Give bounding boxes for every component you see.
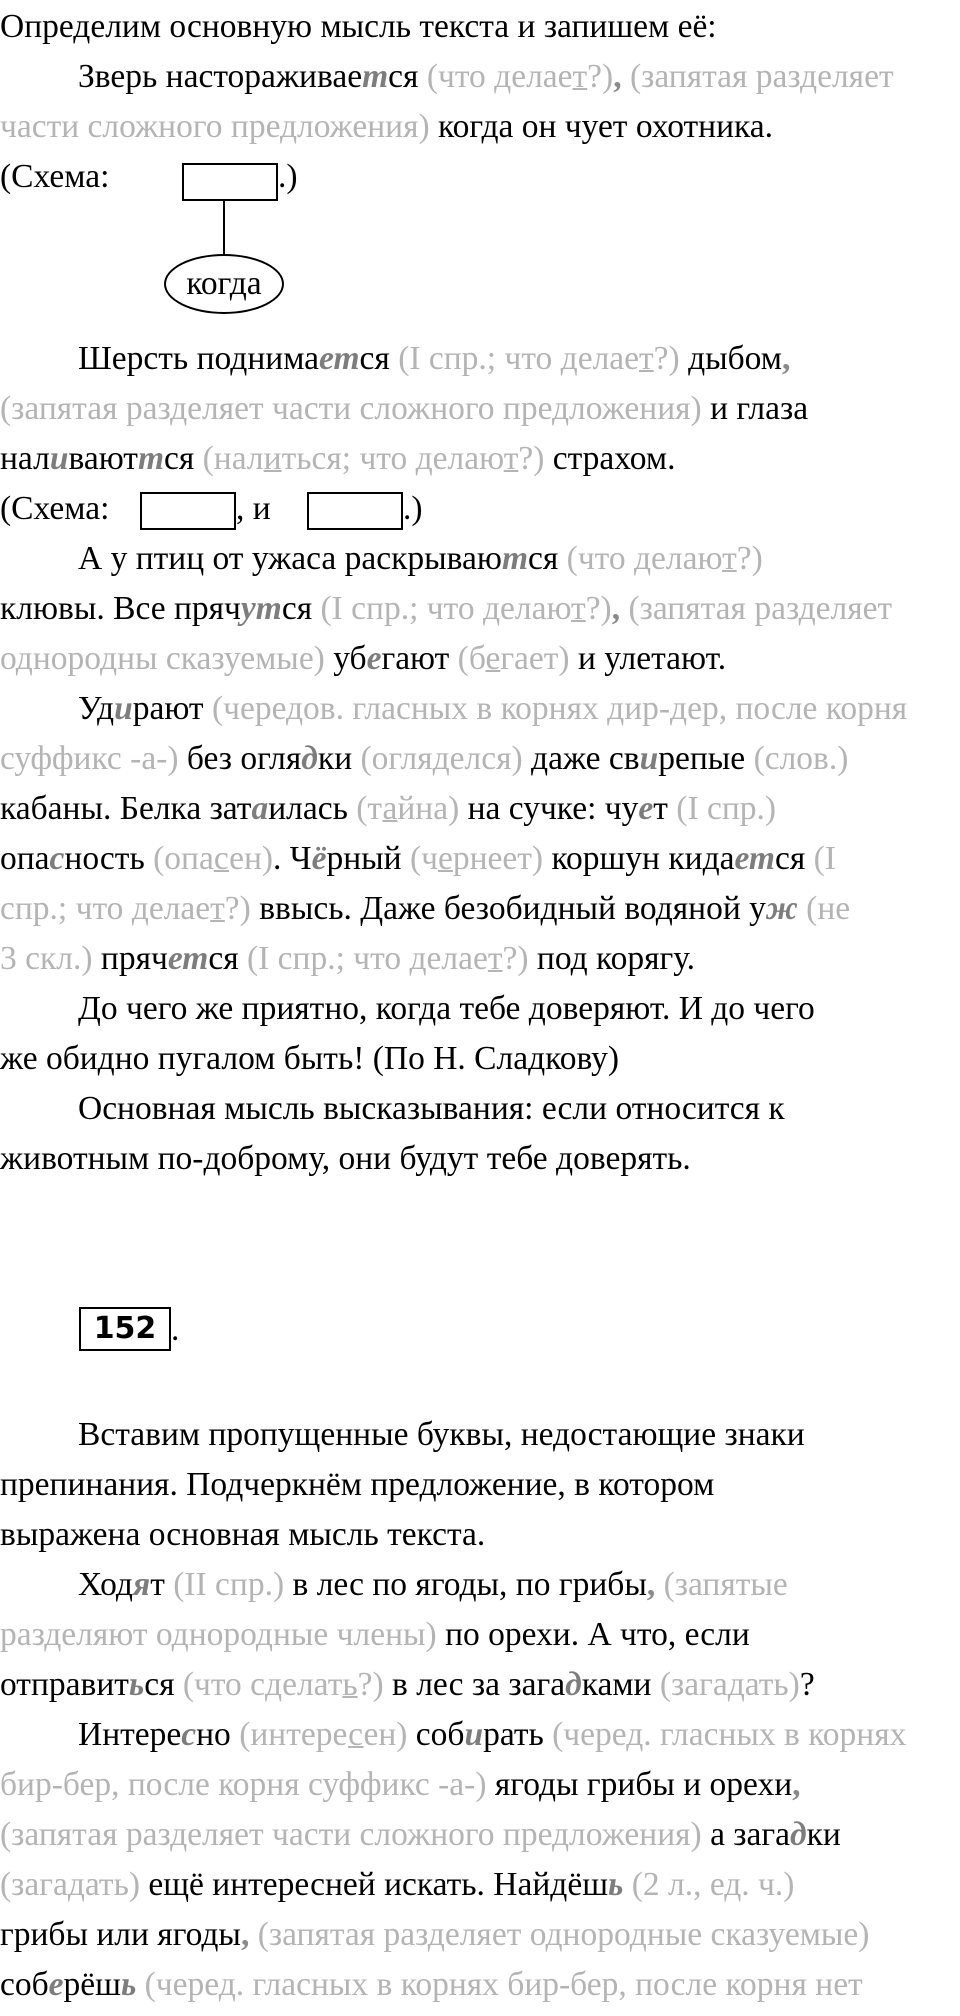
exercise-number: 152 — [93, 1311, 157, 1346]
word: соб — [0, 1966, 49, 2003]
word: и улетают. — [569, 640, 727, 677]
word: гают — [381, 640, 450, 677]
word: ся — [774, 840, 806, 877]
inserted-comma: , — [240, 1916, 250, 1953]
word: рёш — [63, 1966, 121, 2003]
note-underlined: д — [67, 1866, 85, 1903]
note: (т — [347, 790, 383, 827]
word: ность — [64, 840, 145, 877]
note: (черед. гласных в корнях — [543, 1716, 907, 1753]
schema-label: (Схема: — [0, 158, 110, 195]
word: ввысь. Даже безобидный водяной у — [250, 890, 766, 927]
inserted-letter: ь — [608, 1866, 624, 1903]
note-underlined: д — [727, 1666, 745, 1703]
word: т — [653, 790, 668, 827]
note-underlined: т — [572, 58, 588, 95]
inserted-comma: , — [782, 340, 791, 377]
note: ?) — [653, 340, 680, 377]
note: (запятые — [655, 1566, 788, 1603]
word: ? — [799, 1666, 815, 1703]
word: ся — [281, 590, 313, 627]
inserted-comma: , — [613, 58, 622, 95]
word: Уд — [78, 690, 115, 727]
inserted-comma: , — [646, 1566, 656, 1603]
schema-label: .) — [403, 490, 423, 527]
text-line — [78, 984, 815, 1034]
task-text: препинания. Подчеркнём предложение, в котором — [0, 1466, 715, 1503]
note: (запятая разделяет однородные сказуемые) — [249, 1916, 870, 1953]
word: вают — [68, 440, 138, 477]
word: ки — [806, 1816, 841, 1853]
intro-text: Определим основную мысль текста и запишем её: — [0, 8, 717, 45]
text-line — [0, 384, 808, 434]
note: ться; что делаю — [281, 440, 504, 477]
word: пряч — [92, 940, 168, 977]
text-line — [0, 1460, 714, 1510]
note: ?) — [736, 540, 763, 577]
note-underlined: с — [213, 840, 230, 877]
main-idea: животным по-доброму, они будут тебе доверять. — [0, 1140, 691, 1177]
word: репые — [658, 740, 746, 777]
note: однородны сказуемые) — [0, 640, 325, 677]
inserted-comma: , — [611, 590, 621, 627]
schema-open — [0, 152, 109, 202]
note: ать) — [744, 1666, 800, 1703]
word: уб — [324, 640, 367, 677]
note-underlined: е — [437, 840, 453, 877]
word: даже св — [522, 740, 640, 777]
note-underlined: т — [210, 890, 225, 927]
word: Шерсть поднима — [78, 340, 320, 377]
text-line — [78, 684, 907, 734]
dot: . — [171, 1311, 180, 1348]
inserted-letter: д — [790, 1816, 807, 1853]
word: коршун кида — [543, 840, 735, 877]
schema-close — [278, 152, 298, 202]
note: (черед. гласных в корнях бир-бер, после корня нет — [136, 1966, 863, 2003]
note: (запятая разделяет части сложного предложения) — [0, 1816, 702, 1853]
note: (запятая разделяет части сложного предложения) — [0, 390, 702, 427]
inserted-letter: ь — [120, 1966, 137, 2003]
note-underlined: т — [503, 440, 519, 477]
word: ся — [528, 540, 559, 577]
word: рный — [326, 840, 402, 877]
inserted-letter: и — [49, 440, 69, 477]
schema-conjunction: когда — [186, 265, 262, 302]
word: клювы. Все пряч — [0, 590, 241, 627]
note: (огля — [352, 740, 433, 777]
word: А у птиц от ужаса раскрываю — [78, 540, 502, 577]
word: опа — [0, 840, 50, 877]
word: отправит — [0, 1666, 129, 1703]
note: части сложного предложения) — [0, 108, 430, 145]
word: ещё интересней искать. Найдёш — [140, 1866, 609, 1903]
word: на сучке: чу — [459, 790, 639, 827]
inserted-letter: т — [362, 58, 389, 95]
text-line — [78, 52, 894, 102]
inserted-letter: я — [132, 1566, 151, 1603]
note: (I спр.; что делаю — [312, 590, 572, 627]
word: рают — [132, 690, 204, 727]
inserted-letter: а — [251, 790, 269, 827]
note: суффикс -а-) — [0, 740, 179, 777]
inserted-letter: т — [501, 540, 529, 577]
word: ся — [164, 440, 195, 477]
word: илась — [268, 790, 348, 827]
word: ся — [208, 940, 239, 977]
note-underlined: и — [263, 440, 282, 477]
text-line — [0, 1134, 691, 1184]
word: а зага — [701, 1816, 791, 1853]
word: ки — [317, 740, 353, 777]
word: Зверь настораживае — [78, 58, 363, 95]
note: (II спр.) — [164, 1566, 285, 1603]
text-line — [0, 584, 892, 634]
sentence: же обидно пугалом быть! (По Н. Сладкову) — [0, 1040, 620, 1077]
note: (I спр.) — [667, 790, 777, 827]
schema-label: , и — [236, 490, 271, 527]
text-line — [0, 434, 675, 484]
sentence: До чего же приятно, когда тебе доверяют. И до чего — [78, 990, 815, 1027]
note: (запятая разделяет — [620, 590, 893, 627]
note: ?) — [585, 590, 612, 627]
note-underlined: т — [487, 940, 503, 977]
note: ?) — [357, 1666, 384, 1703]
text-line — [0, 1610, 750, 1660]
note: елся) — [449, 740, 523, 777]
word: страхом. — [544, 440, 676, 477]
word: ся — [359, 340, 390, 377]
inserted-letter: ет — [734, 840, 775, 877]
note: (ч — [401, 840, 438, 877]
inserted-letter: е — [48, 1966, 64, 2003]
inserted-letter: ё — [311, 840, 327, 877]
note: гает) — [500, 640, 570, 677]
text-line — [0, 1510, 485, 1560]
note: спр.; что делае — [0, 890, 211, 927]
word: ками — [581, 1666, 652, 1703]
word: в лес за зага — [383, 1666, 566, 1703]
note: (2 л., ед. ч.) — [623, 1866, 795, 1903]
note: разделяют однородные члены) — [0, 1616, 437, 1653]
word: но — [196, 1716, 231, 1753]
text-line — [0, 1910, 869, 1960]
note: ?) — [502, 940, 529, 977]
inserted-letter: т — [137, 440, 164, 477]
text-line — [0, 634, 726, 684]
inserted-letter: с — [181, 1716, 197, 1753]
word: без огля — [178, 740, 302, 777]
text-line — [78, 1410, 805, 1460]
schema-clause-box — [140, 492, 236, 530]
exercise-number-dot — [171, 1310, 179, 1350]
inserted-comma: , — [792, 1766, 801, 1803]
inserted-letter: с — [49, 840, 65, 877]
note: ен) — [229, 840, 274, 877]
note-underlined: т — [639, 340, 654, 377]
note-underlined: е — [485, 640, 501, 677]
inserted-letter: ет — [319, 340, 360, 377]
inserted-letter: и — [464, 1716, 484, 1753]
note: ?) — [587, 58, 614, 95]
note: (не — [797, 890, 851, 927]
note: (что делаю — [558, 540, 723, 577]
word: грибы или ягоды — [0, 1916, 241, 1953]
note: 3 скл.) — [0, 940, 93, 977]
note: (I спр.; что делае — [389, 340, 640, 377]
note-underlined: т — [722, 540, 737, 577]
exercise-number-box — [79, 1307, 171, 1351]
word: . Ч — [273, 840, 312, 877]
note: (чередов. гласных в корнях дир-дер, после корня — [203, 690, 908, 727]
inserted-letter: и — [114, 690, 133, 727]
note: (зага — [651, 1666, 728, 1703]
inserted-letter: ж — [765, 890, 798, 927]
note-underlined: т — [571, 590, 586, 627]
note: (интере — [230, 1716, 349, 1753]
text-line — [0, 102, 773, 152]
text-line — [0, 934, 695, 984]
note: (что делае — [418, 58, 573, 95]
schema-clause-box — [307, 492, 403, 530]
word: ся — [144, 1666, 175, 1703]
schema-label: .) — [278, 158, 298, 195]
note-underlined: ь — [342, 1666, 358, 1703]
text-line — [0, 1810, 841, 1860]
text-line — [0, 884, 850, 934]
word: соб — [407, 1716, 465, 1753]
main-idea: Основная мысль высказывания: если относится к — [78, 1090, 785, 1127]
word: под корягу. — [528, 940, 696, 977]
task-text: выражена основная мысль текста. — [0, 1516, 486, 1553]
inserted-letter: е — [638, 790, 654, 827]
word: по орехи. А что, если — [436, 1616, 750, 1653]
inserted-letter: ут — [240, 590, 282, 627]
intro-line — [0, 2, 717, 52]
word: когда он чует охотника. — [429, 108, 774, 145]
schema-open — [0, 484, 109, 534]
word: кабаны. Белка зат — [0, 790, 252, 827]
schema-label: (Схема: — [0, 490, 110, 527]
note: бир-бер, после корня суффикс -а-) — [0, 1766, 487, 1803]
text-line — [0, 1760, 801, 1810]
schema-mid — [236, 484, 271, 534]
inserted-letter: ет — [167, 940, 209, 977]
text-line — [78, 334, 790, 384]
text-line — [0, 784, 776, 834]
text-line — [0, 1660, 815, 1710]
text-line — [78, 534, 763, 584]
word: и глаза — [701, 390, 809, 427]
word: дыбом — [679, 340, 782, 377]
note: ?) — [518, 440, 545, 477]
inserted-letter: и — [639, 740, 659, 777]
inserted-letter: д — [565, 1666, 582, 1703]
note-underlined: д — [432, 740, 450, 777]
inserted-letter: д — [301, 740, 318, 777]
note: (б — [449, 640, 486, 677]
word: нал — [0, 440, 50, 477]
note: (запятая разделяет — [621, 58, 894, 95]
note: (I спр.; что делае — [238, 940, 488, 977]
word: Интере — [78, 1716, 182, 1753]
task-text: Вставим пропущенные буквы, недостающие знаки — [78, 1416, 805, 1453]
text-line — [0, 1034, 619, 1084]
text-line — [0, 734, 848, 784]
text-line — [78, 1084, 785, 1134]
text-line — [0, 1860, 794, 1910]
note: (слов.) — [745, 740, 849, 777]
schema-connector-line — [223, 201, 225, 255]
word: ягоды грибы и орехи — [486, 1766, 793, 1803]
note: (зага — [0, 1866, 68, 1903]
schema-conjunction-oval — [164, 254, 284, 314]
word: ся — [388, 58, 419, 95]
note-underlined: а — [382, 790, 398, 827]
inserted-letter: ь — [128, 1666, 145, 1703]
note-underlined: с — [348, 1716, 364, 1753]
word: т — [150, 1566, 165, 1603]
word: в лес по ягоды, по грибы — [284, 1566, 647, 1603]
schema-clause-box — [182, 163, 278, 201]
note: йна) — [397, 790, 460, 827]
text-line — [78, 1560, 788, 1610]
note: рнеет) — [452, 840, 544, 877]
word: рать — [483, 1716, 544, 1753]
note: (что сделат — [174, 1666, 343, 1703]
note: ен) — [363, 1716, 408, 1753]
note: (опа — [144, 840, 214, 877]
note: ать) — [84, 1866, 140, 1903]
schema-close — [403, 484, 423, 534]
note: (нал — [194, 440, 264, 477]
note: ?) — [224, 890, 251, 927]
word: Ход — [78, 1566, 133, 1603]
note: (I — [805, 840, 836, 877]
text-line — [0, 834, 836, 884]
text-line — [78, 1710, 906, 1760]
text-line — [0, 1960, 863, 2010]
inserted-letter: е — [366, 640, 382, 677]
